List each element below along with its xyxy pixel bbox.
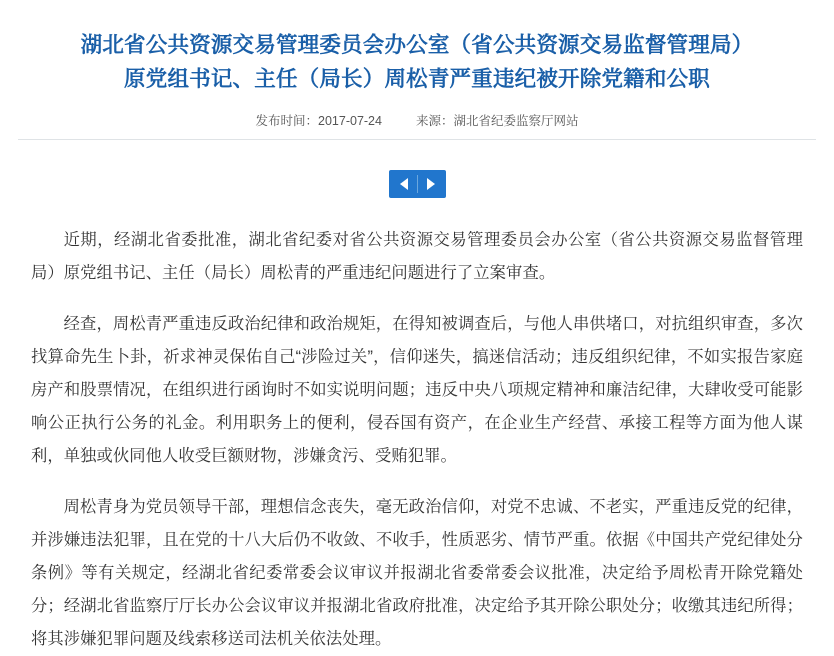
publish-time-value: 2017-07-24 [318,113,382,128]
page-title-line-1: 湖北省公共资源交易管理委员会办公室（省公共资源交易监督管理局） [80,33,754,58]
publish-time-label: 发布时间： [255,113,319,128]
article-pager [0,170,834,198]
page-title-line-2: 原党组书记、主任（局长）周松青严重违纪被开除党籍和公职 [124,67,710,92]
header-divider [18,139,816,140]
triangle-right-icon [427,178,435,190]
article-paragraph-3: 周松青身为党员领导干部，理想信念丧失，毫无政治信仰，对党不忠诚、不老实，严重违反党的纪律，并涉嫌违法犯罪，且在党的十八大后仍不收敛、不收手，性质恶劣、情节严重。依据《中国共产党纪律处分条例》等有关规定，经湖北省纪委常委会议审议并报湖北省委常委会议批准，决定给予周松青开除党籍处分；经湖北省监察厅厅长办公会议审议并报湖北省政府批准，决定给予其开除公职处分；收缴其违纪所得；将其涉嫌犯罪问题及线索移送司法机关依法处理。 [31,497,803,648]
prev-article-button[interactable] [391,170,417,198]
article-meta [28,111,806,129]
article-body [31,224,803,656]
article-paragraph-2: 经查，周松青严重违反政治纪律和政治规矩，在得知被调查后，与他人串供堵口，对抗组织审查，多次找算命先生卜卦，祈求神灵保佑自己“涉险过关”，信仰迷失，搞迷信活动；违反组织纪律，不如实报告家庭房产和股票情况，在组织进行函询时不如实说明问题；违反中央八项规定精神和廉洁纪律，大肆收受可能影响公正执行公务的礼金。利用职务上的便利，侵吞国有资产，在企业生产经营、承接工程等方面为他人谋利，单独或伙同他人收受巨额财物，涉嫌贪污、受贿犯罪。 [31,314,803,465]
source-label: 来源： [415,113,454,128]
source-value: 湖北省纪委监察厅网站 [453,113,579,128]
pager-group [389,170,446,198]
title-block [0,0,834,129]
article-paragraph-1: 近期，经湖北省委批准，湖北省纪委对省公共资源交易管理委员会办公室（省公共资源交易监督管理局）原党组书记、主任（局长）周松青的严重违纪问题进行了立案审查。 [31,230,803,282]
triangle-left-icon [400,178,408,190]
page-title [28,28,806,96]
next-article-button[interactable] [418,170,444,198]
